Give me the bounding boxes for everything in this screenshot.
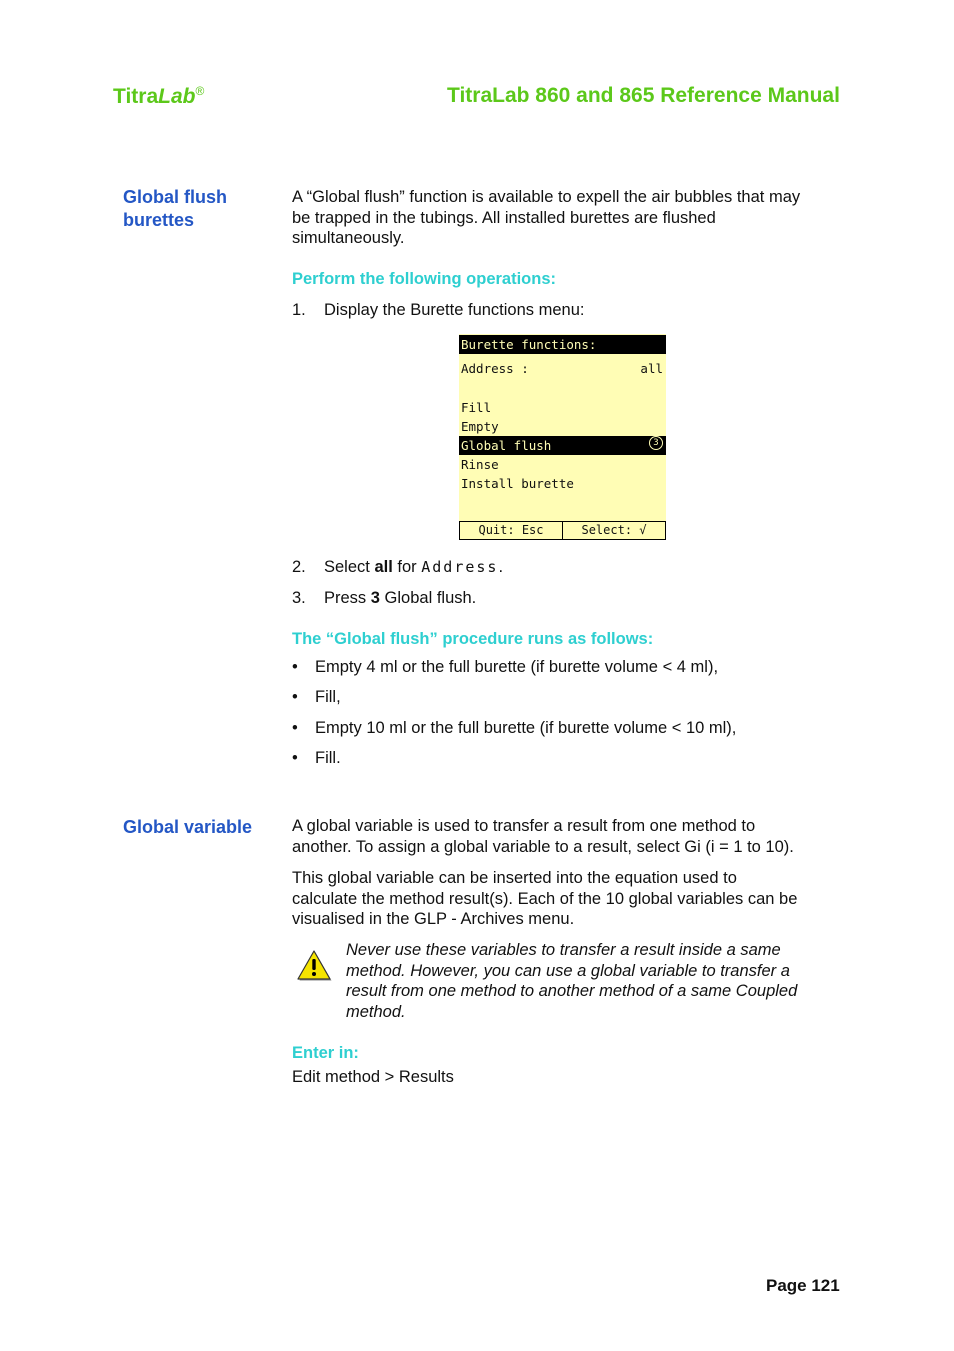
global-variable-paragraph-1 — [292, 816, 840, 857]
brand-titra: Titra — [113, 85, 159, 108]
text-line: calculate the method result(s). Each of the 10 global variables can be — [292, 889, 798, 908]
bullet-text: Empty 10 ml or the full burette (if burette volume < 10 ml), — [315, 719, 737, 737]
intro-paragraph — [292, 187, 840, 249]
step-bold: 3 — [370, 589, 380, 607]
list-item — [292, 719, 736, 738]
step-text: Select — [324, 558, 375, 576]
page-number: Page 121 — [766, 1276, 840, 1295]
selection-number-icon: 3 — [649, 436, 663, 450]
bullet-mark: • — [292, 719, 298, 737]
lcd-address-label: Address : — [461, 361, 529, 376]
section-heading-global-flush — [123, 186, 227, 232]
enter-in-heading: Enter in: — [292, 1044, 359, 1062]
step-mono: Address — [421, 558, 499, 576]
lcd-address-value: all — [640, 361, 663, 376]
lcd-menu-item-label: Global flush — [461, 438, 552, 453]
global-variable-paragraph-2 — [292, 868, 840, 930]
perform-heading: Perform the following operations: — [292, 270, 557, 288]
procedure-heading: The “Global flush” procedure runs as follows: — [292, 630, 654, 648]
bullet-text: Empty 4 ml or the full burette (if burette volume < 4 ml), — [315, 658, 719, 676]
step-1 — [292, 301, 584, 320]
step-text: Press — [324, 589, 371, 607]
lcd-menu-item: Rinse — [461, 457, 499, 472]
text-line: another. To assign a global variable to a result, select Gi (i = 1 to 10). — [292, 837, 794, 856]
lcd-quit-key: Quit: Esc — [478, 523, 544, 537]
step-bold: all — [374, 558, 393, 576]
section-heading-global-variable: Global variable — [123, 817, 253, 837]
lcd-title: Burette functions: — [459, 335, 666, 354]
bullet-text: Fill, — [315, 688, 341, 706]
step-text: Display the Burette functions menu: — [324, 301, 585, 319]
text-line: simultaneously. — [292, 229, 405, 247]
step-2 — [292, 558, 503, 577]
text-line: visualised in the GLP - Archives menu. — [292, 910, 575, 928]
bullet-mark: • — [292, 688, 298, 706]
menu-path: Edit method > Results — [292, 1068, 454, 1086]
lcd-menu-item: Empty — [461, 419, 499, 434]
lcd-menu-item: Install burette — [461, 476, 574, 491]
text-line: result from one method to another method of a same Coupled — [346, 982, 798, 1000]
list-item — [292, 658, 718, 677]
warning-triangle-icon — [296, 947, 332, 983]
brand-logo — [113, 84, 204, 109]
manual-title: TitraLab 860 and 865 Reference Manual — [447, 84, 840, 107]
text-line: Never use these variables to transfer a result inside a same — [346, 941, 781, 959]
lcd-select-key: Select: √ — [562, 522, 665, 539]
text-line: A “Global flush” function is available to expell the air bubbles that may — [292, 188, 801, 206]
bullet-mark: • — [292, 658, 298, 676]
text-line: This global variable can be inserted into the equation used to — [292, 869, 737, 887]
step-3 — [292, 589, 476, 608]
lcd-menu-item-selected — [459, 436, 666, 455]
text-line: method. However, you can use a global variable to transfer a — [346, 961, 790, 980]
bullet-text: Fill. — [315, 749, 341, 767]
text-line: A global variable is used to transfer a result from one method to — [292, 817, 756, 835]
text-line: method. — [346, 1002, 406, 1021]
step-number: 3. — [292, 589, 306, 607]
bullet-mark: • — [292, 749, 298, 767]
heading-line: burettes — [123, 210, 195, 230]
step-number: 2. — [292, 558, 306, 576]
list-item — [292, 749, 341, 768]
warning-note — [346, 940, 841, 1022]
text-line: be trapped in the tubings. All installed burettes are flushed — [292, 208, 716, 227]
list-item — [292, 688, 341, 707]
step-number: 1. — [292, 301, 306, 319]
lcd-screen — [459, 334, 666, 540]
lcd-menu-item: Fill — [461, 400, 492, 415]
brand-registered: ® — [195, 84, 205, 98]
brand-lab: Lab — [158, 85, 196, 108]
step-text: for — [392, 558, 422, 576]
lcd-footer — [459, 521, 666, 540]
heading-line: Global flush — [123, 187, 228, 207]
step-text: . — [498, 558, 504, 576]
step-text: Global flush. — [379, 589, 477, 607]
lcd-address-row — [459, 359, 666, 378]
